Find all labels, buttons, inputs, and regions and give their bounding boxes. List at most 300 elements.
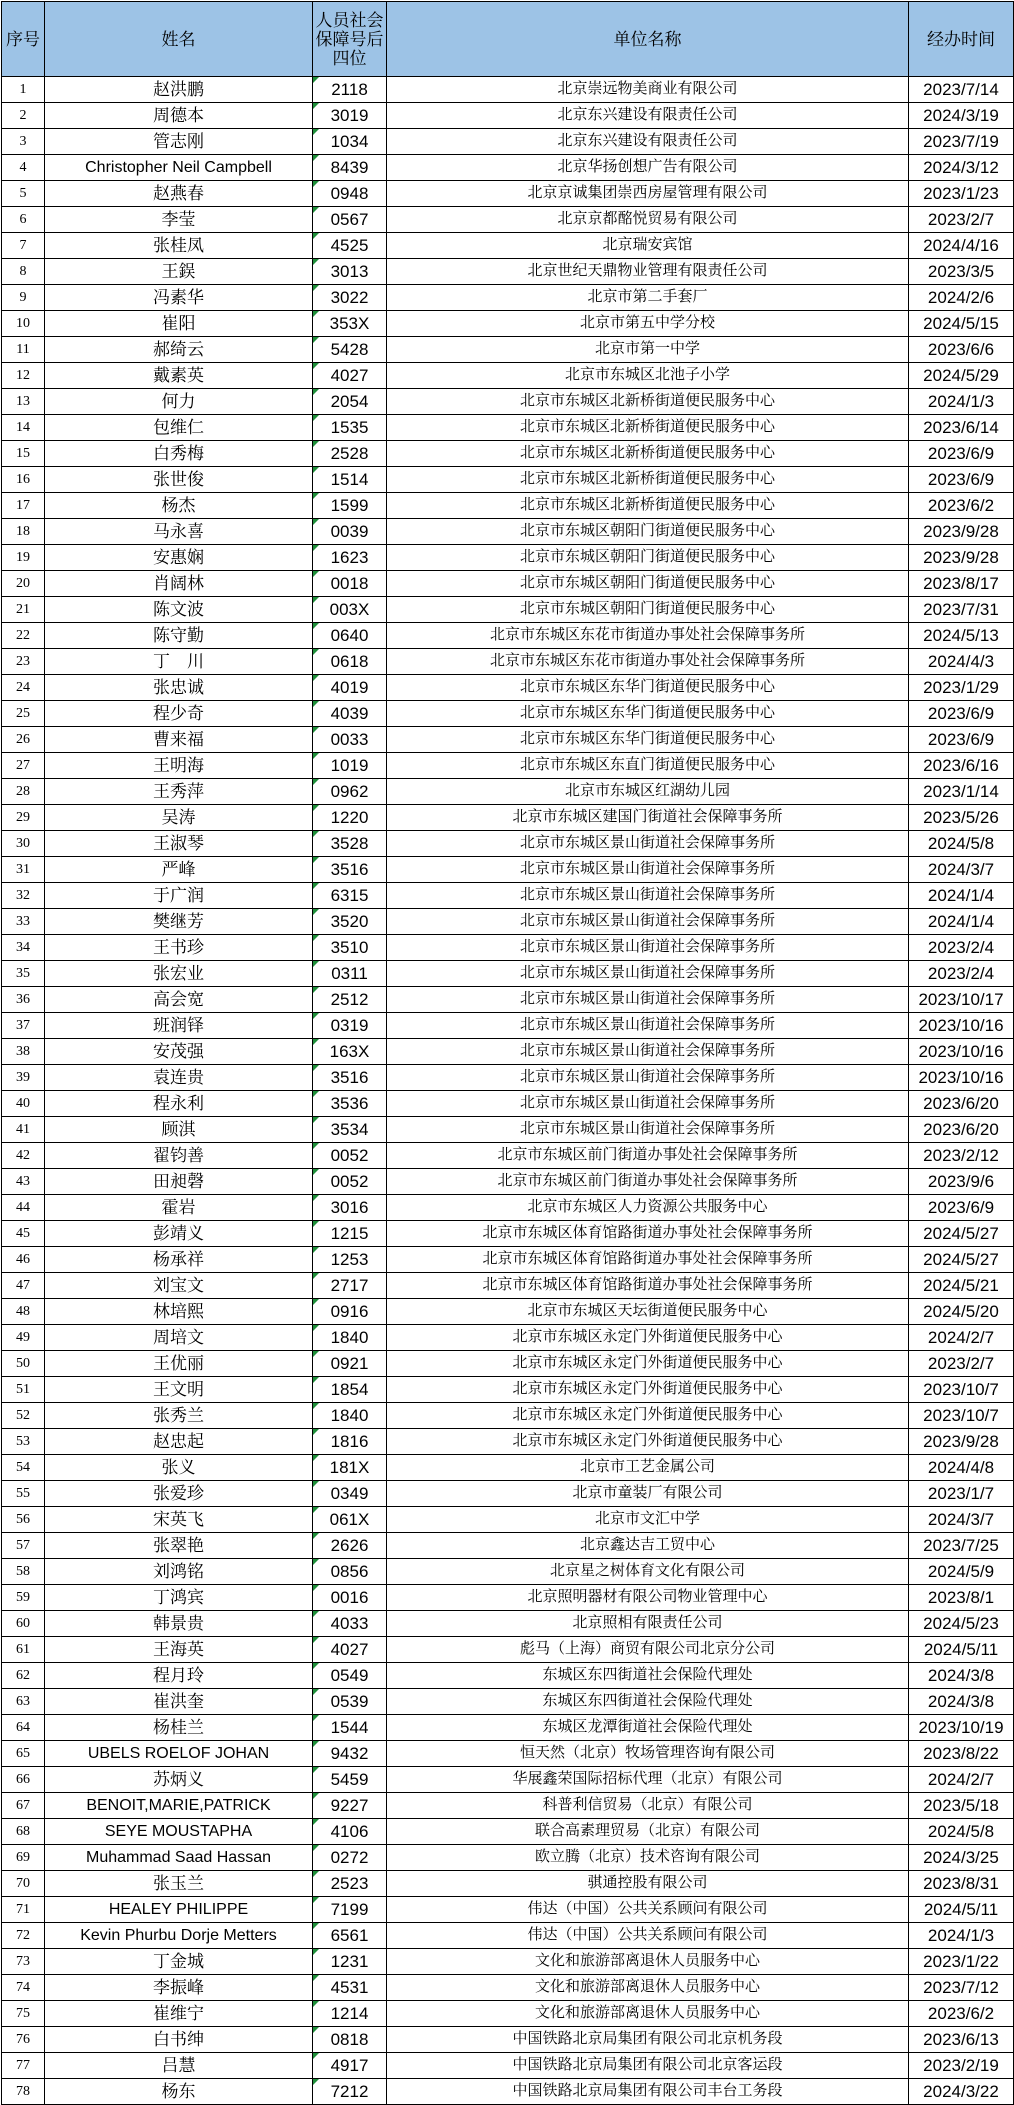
cell-name: 陈文波 [45, 597, 313, 623]
cell-name: 王明海 [45, 753, 313, 779]
cell-date: 2023/10/16 [909, 1065, 1014, 1091]
col-header-date: 经办时间 [909, 2, 1014, 77]
cell-ss-last-four: 0039 [313, 519, 387, 545]
table-row [2, 77, 1014, 103]
cell-ss-last-four: 6561 [313, 1923, 387, 1949]
cell-date: 2023/10/16 [909, 1013, 1014, 1039]
cell-name: 霍岩 [45, 1195, 313, 1221]
cell-unit-name: 北京市东城区朝阳门街道便民服务中心 [387, 519, 909, 545]
table-row [2, 987, 1014, 1013]
cell-unit-name: 北京市东城区永定门外街道便民服务中心 [387, 1377, 909, 1403]
cell-unit-name: 伟达（中国）公共关系顾问有限公司 [387, 1897, 909, 1923]
cell-name: 于广润 [45, 883, 313, 909]
table-row [2, 1299, 1014, 1325]
cell-date: 2023/6/9 [909, 441, 1014, 467]
table-row [2, 467, 1014, 493]
cell-name: 程少奇 [45, 701, 313, 727]
cell-unit-name: 北京市东城区景山街道社会保障事务所 [387, 1013, 909, 1039]
cell-unit-name: 北京市东城区北池子小学 [387, 363, 909, 389]
cell-index: 11 [2, 337, 45, 363]
cell-ss-last-four: 3528 [313, 831, 387, 857]
cell-unit-name: 北京崇远物美商业有限公司 [387, 77, 909, 103]
cell-date: 2023/7/19 [909, 129, 1014, 155]
cell-ss-last-four: 0618 [313, 649, 387, 675]
table-row [2, 129, 1014, 155]
cell-date: 2023/10/7 [909, 1377, 1014, 1403]
cell-name: 吴涛 [45, 805, 313, 831]
cell-ss-last-four: 2626 [313, 1533, 387, 1559]
cell-ss-last-four: 4106 [313, 1819, 387, 1845]
cell-date: 2023/2/12 [909, 1143, 1014, 1169]
cell-date: 2023/3/5 [909, 259, 1014, 285]
cell-date: 2023/1/14 [909, 779, 1014, 805]
cell-ss-last-four: 3536 [313, 1091, 387, 1117]
cell-unit-name: 北京市东城区永定门外街道便民服务中心 [387, 1403, 909, 1429]
cell-date: 2024/5/11 [909, 1897, 1014, 1923]
table-row [2, 1039, 1014, 1065]
cell-unit-name: 北京市东城区朝阳门街道便民服务中心 [387, 571, 909, 597]
cell-index: 47 [2, 1273, 45, 1299]
table-row [2, 909, 1014, 935]
cell-index: 20 [2, 571, 45, 597]
cell-index: 61 [2, 1637, 45, 1663]
table-row [2, 285, 1014, 311]
cell-unit-name: 联合高素理贸易（北京）有限公司 [387, 1819, 909, 1845]
table-row [2, 2027, 1014, 2053]
cell-index: 33 [2, 909, 45, 935]
cell-unit-name: 恒天然（北京）牧场管理咨询有限公司 [387, 1741, 909, 1767]
cell-unit-name: 北京市东城区景山街道社会保障事务所 [387, 1065, 909, 1091]
cell-date: 2024/1/4 [909, 883, 1014, 909]
table-row [2, 1143, 1014, 1169]
cell-date: 2023/10/16 [909, 1039, 1014, 1065]
cell-unit-name: 北京瑞安宾馆 [387, 233, 909, 259]
cell-unit-name: 伟达（中国）公共关系顾问有限公司 [387, 1923, 909, 1949]
cell-date: 2024/2/7 [909, 1767, 1014, 1793]
cell-ss-last-four: 163X [313, 1039, 387, 1065]
cell-index: 68 [2, 1819, 45, 1845]
col-header-unit: 单位名称 [387, 2, 909, 77]
cell-unit-name: 中国铁路北京局集团有限公司北京客运段 [387, 2053, 909, 2079]
cell-index: 53 [2, 1429, 45, 1455]
cell-name: 周德本 [45, 103, 313, 129]
cell-date: 2023/5/26 [909, 805, 1014, 831]
cell-index: 39 [2, 1065, 45, 1091]
cell-ss-last-four: 0818 [313, 2027, 387, 2053]
cell-ss-last-four: 3516 [313, 857, 387, 883]
cell-unit-name: 北京市东城区前门街道办事处社会保障事务所 [387, 1169, 909, 1195]
cell-unit-name: 北京市东城区朝阳门街道便民服务中心 [387, 545, 909, 571]
cell-unit-name: 北京市东城区景山街道社会保障事务所 [387, 1117, 909, 1143]
cell-ss-last-four: 3520 [313, 909, 387, 935]
table-row [2, 493, 1014, 519]
cell-index: 23 [2, 649, 45, 675]
cell-index: 10 [2, 311, 45, 337]
cell-unit-name: 北京市东城区北新桥街道便民服务中心 [387, 441, 909, 467]
cell-index: 26 [2, 727, 45, 753]
cell-date: 2023/6/2 [909, 2001, 1014, 2027]
table-row [2, 207, 1014, 233]
cell-index: 57 [2, 1533, 45, 1559]
cell-ss-last-four: 4531 [313, 1975, 387, 2001]
cell-unit-name: 北京市东城区东华门街道便民服务中心 [387, 675, 909, 701]
cell-index: 37 [2, 1013, 45, 1039]
cell-date: 2024/1/3 [909, 1923, 1014, 1949]
cell-unit-name: 北京世纪天鼎物业管理有限责任公司 [387, 259, 909, 285]
cell-index: 77 [2, 2053, 45, 2079]
table-row [2, 935, 1014, 961]
cell-date: 2024/5/9 [909, 1559, 1014, 1585]
cell-index: 8 [2, 259, 45, 285]
cell-ss-last-four: 3019 [313, 103, 387, 129]
cell-unit-name: 北京市东城区北新桥街道便民服务中心 [387, 389, 909, 415]
cell-unit-name: 北京市东城区永定门外街道便民服务中心 [387, 1325, 909, 1351]
cell-index: 5 [2, 181, 45, 207]
cell-unit-name: 北京星之树体育文化有限公司 [387, 1559, 909, 1585]
cell-date: 2023/2/7 [909, 207, 1014, 233]
cell-name: 崔维宁 [45, 2001, 313, 2027]
cell-name: 安茂强 [45, 1039, 313, 1065]
cell-name: 崔洪奎 [45, 1689, 313, 1715]
cell-ss-last-four: 1535 [313, 415, 387, 441]
cell-unit-name: 北京市东城区景山街道社会保障事务所 [387, 831, 909, 857]
cell-index: 54 [2, 1455, 45, 1481]
cell-ss-last-four: 0319 [313, 1013, 387, 1039]
cell-index: 56 [2, 1507, 45, 1533]
cell-ss-last-four: 5459 [313, 1767, 387, 1793]
table-row [2, 1013, 1014, 1039]
cell-ss-last-four: 6315 [313, 883, 387, 909]
cell-date: 2024/3/8 [909, 1689, 1014, 1715]
cell-name: 赵忠起 [45, 1429, 313, 1455]
cell-unit-name: 北京东兴建设有限责任公司 [387, 103, 909, 129]
cell-name: 顾淇 [45, 1117, 313, 1143]
cell-date: 2023/6/6 [909, 337, 1014, 363]
cell-unit-name: 北京市东城区景山街道社会保障事务所 [387, 935, 909, 961]
cell-index: 14 [2, 415, 45, 441]
cell-name: 田昶磬 [45, 1169, 313, 1195]
cell-date: 2024/5/15 [909, 311, 1014, 337]
cell-index: 58 [2, 1559, 45, 1585]
cell-index: 73 [2, 1949, 45, 1975]
cell-name: 王海英 [45, 1637, 313, 1663]
cell-unit-name: 北京鑫达吉工贸中心 [387, 1533, 909, 1559]
cell-ss-last-four: 353X [313, 311, 387, 337]
cell-ss-last-four: 0052 [313, 1169, 387, 1195]
table-row [2, 1845, 1014, 1871]
cell-index: 50 [2, 1351, 45, 1377]
cell-date: 2023/9/6 [909, 1169, 1014, 1195]
cell-index: 27 [2, 753, 45, 779]
cell-index: 35 [2, 961, 45, 987]
cell-date: 2024/3/22 [909, 2079, 1014, 2105]
cell-ss-last-four: 181X [313, 1455, 387, 1481]
cell-index: 24 [2, 675, 45, 701]
cell-index: 55 [2, 1481, 45, 1507]
cell-date: 2023/7/12 [909, 1975, 1014, 2001]
table-row [2, 1221, 1014, 1247]
cell-index: 16 [2, 467, 45, 493]
table-row [2, 1455, 1014, 1481]
cell-ss-last-four: 0033 [313, 727, 387, 753]
cell-date: 2023/10/19 [909, 1715, 1014, 1741]
cell-name: 李振峰 [45, 1975, 313, 2001]
cell-index: 13 [2, 389, 45, 415]
cell-index: 75 [2, 2001, 45, 2027]
table-row [2, 857, 1014, 883]
cell-unit-name: 华展鑫荣国际招标代理（北京）有限公司 [387, 1767, 909, 1793]
cell-index: 21 [2, 597, 45, 623]
cell-ss-last-four: 8439 [313, 155, 387, 181]
cell-index: 60 [2, 1611, 45, 1637]
cell-index: 17 [2, 493, 45, 519]
cell-unit-name: 东城区龙潭街道社会保险代理处 [387, 1715, 909, 1741]
cell-name: 张义 [45, 1455, 313, 1481]
cell-name: 王淑琴 [45, 831, 313, 857]
cell-date: 2023/1/29 [909, 675, 1014, 701]
table-row [2, 649, 1014, 675]
table-row [2, 1715, 1014, 1741]
cell-date: 2024/1/3 [909, 389, 1014, 415]
cell-unit-name: 北京市东城区体育馆路街道办事处社会保障事务所 [387, 1273, 909, 1299]
table-row [2, 1117, 1014, 1143]
cell-date: 2023/7/25 [909, 1533, 1014, 1559]
cell-date: 2023/6/9 [909, 727, 1014, 753]
cell-date: 2024/5/27 [909, 1247, 1014, 1273]
cell-name: 宋英飞 [45, 1507, 313, 1533]
cell-date: 2024/2/7 [909, 1325, 1014, 1351]
cell-ss-last-four: 3022 [313, 285, 387, 311]
table-row [2, 545, 1014, 571]
cell-index: 4 [2, 155, 45, 181]
cell-ss-last-four: 0856 [313, 1559, 387, 1585]
cell-name: 赵燕春 [45, 181, 313, 207]
cell-ss-last-four: 003X [313, 597, 387, 623]
cell-date: 2024/3/12 [909, 155, 1014, 181]
cell-index: 31 [2, 857, 45, 883]
table-row [2, 1377, 1014, 1403]
cell-name: 包维仁 [45, 415, 313, 441]
cell-index: 30 [2, 831, 45, 857]
cell-ss-last-four: 0311 [313, 961, 387, 987]
cell-name: 张世俊 [45, 467, 313, 493]
cell-name: 樊继芳 [45, 909, 313, 935]
cell-date: 2023/2/19 [909, 2053, 1014, 2079]
table-row [2, 1481, 1014, 1507]
table-row [2, 961, 1014, 987]
cell-ss-last-four: 5428 [313, 337, 387, 363]
table-row [2, 1949, 1014, 1975]
cell-ss-last-four: 4033 [313, 1611, 387, 1637]
cell-date: 2023/6/2 [909, 493, 1014, 519]
cell-date: 2023/6/13 [909, 2027, 1014, 2053]
cell-index: 36 [2, 987, 45, 1013]
cell-index: 28 [2, 779, 45, 805]
cell-ss-last-four: 1840 [313, 1403, 387, 1429]
table-row [2, 441, 1014, 467]
cell-index: 72 [2, 1923, 45, 1949]
data-table [1, 1, 1014, 2105]
cell-ss-last-four: 9227 [313, 1793, 387, 1819]
cell-index: 22 [2, 623, 45, 649]
cell-unit-name: 北京市东城区东华门街道便民服务中心 [387, 701, 909, 727]
cell-date: 2024/4/3 [909, 649, 1014, 675]
cell-date: 2023/8/22 [909, 1741, 1014, 1767]
table-row [2, 1169, 1014, 1195]
cell-index: 3 [2, 129, 45, 155]
cell-index: 7 [2, 233, 45, 259]
cell-unit-name: 中国铁路北京局集团有限公司丰台工务段 [387, 2079, 909, 2105]
cell-ss-last-four: 0539 [313, 1689, 387, 1715]
cell-unit-name: 北京市东城区东华门街道便民服务中心 [387, 727, 909, 753]
cell-unit-name: 北京市东城区建国门街道社会保障事务所 [387, 805, 909, 831]
cell-name: 曹来福 [45, 727, 313, 753]
cell-name: 彭靖义 [45, 1221, 313, 1247]
cell-ss-last-four: 1220 [313, 805, 387, 831]
cell-name: 肖阔林 [45, 571, 313, 597]
cell-index: 41 [2, 1117, 45, 1143]
table-row [2, 675, 1014, 701]
table-row [2, 1429, 1014, 1455]
cell-ss-last-four: 2512 [313, 987, 387, 1013]
cell-index: 18 [2, 519, 45, 545]
cell-name: 丁金城 [45, 1949, 313, 1975]
cell-name: 张宏业 [45, 961, 313, 987]
cell-index: 19 [2, 545, 45, 571]
table-row [2, 1871, 1014, 1897]
cell-ss-last-four: 1840 [313, 1325, 387, 1351]
cell-name: 崔阳 [45, 311, 313, 337]
col-header-ss-line3: 四位 [332, 48, 367, 68]
cell-index: 63 [2, 1689, 45, 1715]
cell-ss-last-four: 4525 [313, 233, 387, 259]
col-header-ss-last-four [313, 2, 387, 77]
cell-unit-name: 科普利信贸易（北京）有限公司 [387, 1793, 909, 1819]
cell-ss-last-four: 0272 [313, 1845, 387, 1871]
cell-unit-name: 北京市东城区景山街道社会保障事务所 [387, 1091, 909, 1117]
cell-index: 76 [2, 2027, 45, 2053]
cell-index: 51 [2, 1377, 45, 1403]
cell-date: 2023/6/9 [909, 1195, 1014, 1221]
table-row [2, 1923, 1014, 1949]
cell-name: 袁连贵 [45, 1065, 313, 1091]
table-row [2, 519, 1014, 545]
cell-ss-last-four: 7199 [313, 1897, 387, 1923]
cell-name: 张玉兰 [45, 1871, 313, 1897]
cell-index: 46 [2, 1247, 45, 1273]
col-header-name: 姓名 [45, 2, 313, 77]
cell-name: 韩景贵 [45, 1611, 313, 1637]
cell-unit-name: 文化和旅游部离退休人员服务中心 [387, 2001, 909, 2027]
cell-ss-last-four: 4019 [313, 675, 387, 701]
cell-date: 2023/6/9 [909, 701, 1014, 727]
cell-index: 29 [2, 805, 45, 831]
table-row [2, 779, 1014, 805]
cell-index: 15 [2, 441, 45, 467]
table-row [2, 623, 1014, 649]
cell-ss-last-four: 0549 [313, 1663, 387, 1689]
cell-date: 2023/10/7 [909, 1403, 1014, 1429]
cell-date: 2024/5/8 [909, 831, 1014, 857]
cell-date: 2023/6/14 [909, 415, 1014, 441]
cell-date: 2023/9/28 [909, 519, 1014, 545]
table-row [2, 389, 1014, 415]
cell-date: 2024/5/21 [909, 1273, 1014, 1299]
cell-date: 2023/9/28 [909, 1429, 1014, 1455]
table-row [2, 597, 1014, 623]
cell-index: 25 [2, 701, 45, 727]
cell-unit-name: 中国铁路北京局集团有限公司北京机务段 [387, 2027, 909, 2053]
cell-name: 张翠艳 [45, 1533, 313, 1559]
table-row [2, 1637, 1014, 1663]
cell-unit-name: 北京市东城区永定门外街道便民服务中心 [387, 1351, 909, 1377]
cell-unit-name: 北京市东城区体育馆路街道办事处社会保障事务所 [387, 1247, 909, 1273]
cell-ss-last-four: 1215 [313, 1221, 387, 1247]
table-row [2, 727, 1014, 753]
cell-name: Kevin Phurbu Dorje Metters [45, 1923, 313, 1949]
cell-unit-name: 东城区东四街道社会保险代理处 [387, 1689, 909, 1715]
cell-index: 12 [2, 363, 45, 389]
cell-index: 67 [2, 1793, 45, 1819]
table-row [2, 1091, 1014, 1117]
cell-index: 71 [2, 1897, 45, 1923]
cell-date: 2024/3/7 [909, 857, 1014, 883]
header-row [2, 2, 1014, 77]
cell-name: 何力 [45, 389, 313, 415]
cell-index: 2 [2, 103, 45, 129]
cell-date: 2024/5/23 [909, 1611, 1014, 1637]
cell-name: 丁鸿宾 [45, 1585, 313, 1611]
table-body [2, 77, 1014, 2105]
cell-ss-last-four: 1854 [313, 1377, 387, 1403]
table-row [2, 2079, 1014, 2105]
cell-index: 52 [2, 1403, 45, 1429]
cell-index: 40 [2, 1091, 45, 1117]
cell-date: 2023/6/16 [909, 753, 1014, 779]
cell-index: 38 [2, 1039, 45, 1065]
cell-ss-last-four: 2528 [313, 441, 387, 467]
cell-ss-last-four: 2523 [313, 1871, 387, 1897]
cell-name: 刘宝文 [45, 1273, 313, 1299]
cell-unit-name: 北京市第二手套厂 [387, 285, 909, 311]
cell-name: 丁 川 [45, 649, 313, 675]
cell-date: 2023/1/23 [909, 181, 1014, 207]
cell-index: 66 [2, 1767, 45, 1793]
cell-unit-name: 北京照明器材有限公司物业管理中心 [387, 1585, 909, 1611]
table-row [2, 1975, 1014, 2001]
cell-ss-last-four: 061X [313, 1507, 387, 1533]
cell-ss-last-four: 0052 [313, 1143, 387, 1169]
cell-name: 程月玲 [45, 1663, 313, 1689]
cell-name: HEALEY PHILIPPE [45, 1897, 313, 1923]
table-row [2, 1507, 1014, 1533]
cell-index: 70 [2, 1871, 45, 1897]
cell-ss-last-four: 4027 [313, 1637, 387, 1663]
cell-index: 1 [2, 77, 45, 103]
table-row [2, 1325, 1014, 1351]
cell-unit-name: 北京市东城区永定门外街道便民服务中心 [387, 1429, 909, 1455]
cell-name: 马永喜 [45, 519, 313, 545]
cell-name: 郝绮云 [45, 337, 313, 363]
cell-name: 王书珍 [45, 935, 313, 961]
table-row [2, 1767, 1014, 1793]
cell-date: 2024/1/4 [909, 909, 1014, 935]
cell-name: 杨承祥 [45, 1247, 313, 1273]
cell-ss-last-four: 4039 [313, 701, 387, 727]
cell-unit-name: 北京市第一中学 [387, 337, 909, 363]
cell-date: 2023/1/7 [909, 1481, 1014, 1507]
cell-index: 69 [2, 1845, 45, 1871]
